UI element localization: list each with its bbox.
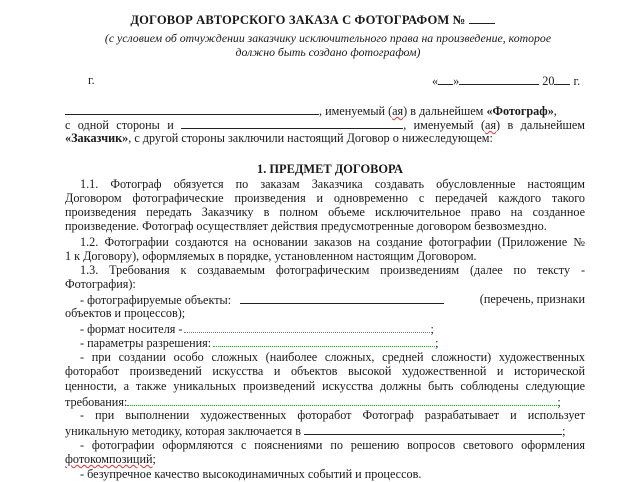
item-lighting: - фотографии оформляются с пояснениями по решению вопросов светового оформления xyxy=(80,438,585,452)
objects-blank[interactable] xyxy=(240,293,444,304)
item-complex-req: требования: ; xyxy=(65,395,561,409)
year-blank[interactable] xyxy=(554,74,570,85)
requirements-blank[interactable] xyxy=(127,395,557,406)
parties-line-1: , именуемый (ая) в дальнейшем «Фотограф», xyxy=(65,104,585,119)
clause-1-3-line: 1.3. Требования к создаваемым фотографическим произведениям (далее по тексту - xyxy=(80,263,585,277)
resolution-blank[interactable] xyxy=(213,336,435,347)
contract-number-blank[interactable] xyxy=(469,13,495,24)
parties-line-3: «Заказчик», с другой стороны заключили настоящий Договор о нижеследующем: xyxy=(65,131,493,145)
item-objects-cont: объектов и процессов); xyxy=(65,306,186,320)
section-heading: 1. ПРЕДМЕТ ДОГОВОРА xyxy=(257,162,403,176)
clause-1-1-line: произведения передать Заказчику в полном объеме исключительное право на созданное xyxy=(65,205,585,219)
clause-1-2-line: 1 к Договору), оформляемых в порядке, установленном настоящим Договором. xyxy=(65,249,477,263)
document-title: ДОГОВОР АВТОРСКОГО ЗАКАЗА С ФОТОГРАФОМ № xyxy=(0,13,625,28)
customer-name-blank[interactable] xyxy=(181,118,403,129)
method-blank[interactable] xyxy=(304,424,562,435)
item-method-line: - при выполнении художественных фоторабот Фотограф разрабатывает и использует xyxy=(80,408,585,422)
customer-term: «Заказчик» xyxy=(65,131,129,145)
item-complex-line: фоторабот произведений искусства и объектов высокой художественной и исторической xyxy=(65,364,585,378)
item-complex-line: ценности, а также уникальных произведений искусства должны быть соблюдены следующие xyxy=(65,379,585,393)
item-complex-line: - при создании особо сложных (наиболее сложных, средней сложности) художественных xyxy=(80,350,585,364)
date-line: « » 20 г. xyxy=(432,74,581,88)
photographer-name-blank[interactable] xyxy=(65,104,319,115)
document-subtitle: (с условием об отчуждении заказчику исключительного права на произведение, которое должно быть создано фотографом) xyxy=(104,31,552,59)
item-format: - формат носителя - ; xyxy=(80,322,434,336)
clause-1-1-line: 1.1. Фотограф обязуется по заказам Заказчика создавать обусловленные настоящим xyxy=(80,177,585,191)
clause-1-1-line: Договором фотографические произведения и одновременно с передачей каждого такого xyxy=(65,191,585,205)
item-resolution: - параметры разрешения: ; xyxy=(80,336,439,350)
photographer-term: «Фотограф» xyxy=(486,104,554,118)
day-blank[interactable] xyxy=(438,74,453,85)
clause-1-1-line: произведение. Фотограф осуществляет действия предусмотренные договором безвозмездно. xyxy=(65,219,547,233)
clause-1-3-line: Фотография): xyxy=(65,277,136,291)
parties-line-2: с одной стороны и , именуемый (ая) в дальнейшем xyxy=(65,118,585,132)
format-blank[interactable] xyxy=(184,322,430,333)
city-label: г. xyxy=(88,73,95,87)
item-lighting-cont: фотокомпозиций; xyxy=(65,452,156,466)
item-method-cont: уникальную методику, которая заключается в ; xyxy=(65,424,566,438)
month-blank[interactable] xyxy=(459,74,539,85)
clause-1-2-line: 1.2. Фотографии создаются на основании заказов на создание фотографии (Приложение № xyxy=(80,235,585,249)
item-objects: - фотографируемые объекты: (перечень, признаки xyxy=(80,292,585,307)
item-quality: - безупречное качество высокодинамичных событий и процессов. xyxy=(80,467,422,481)
